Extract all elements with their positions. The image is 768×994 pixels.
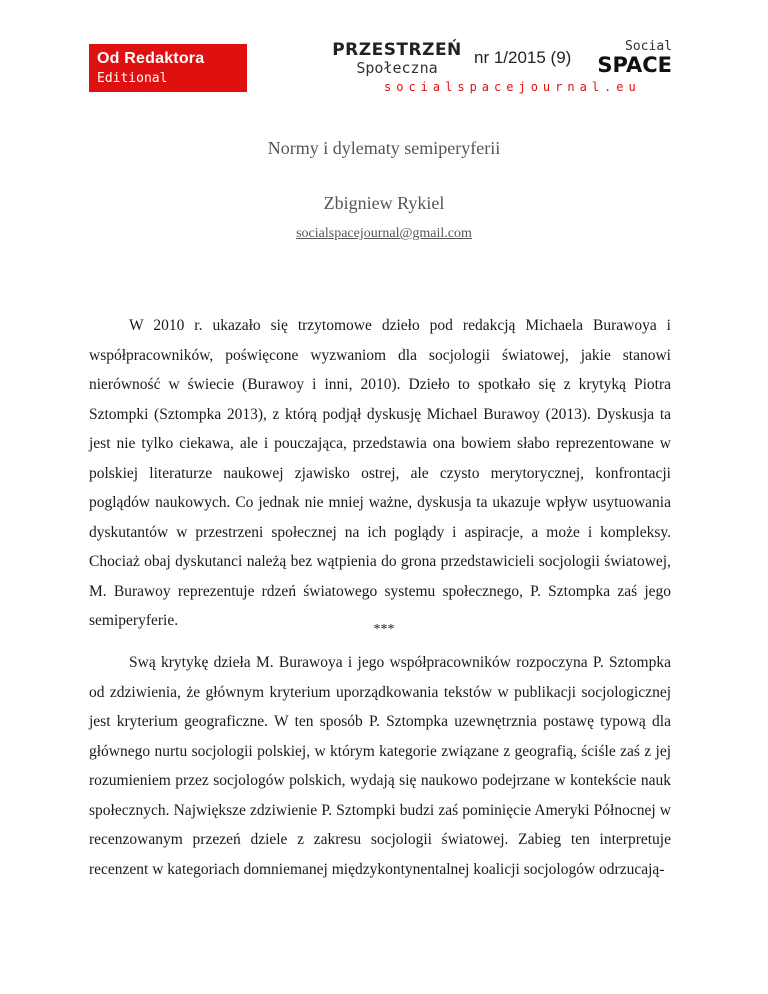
badge-subtitle: Editional <box>97 71 168 86</box>
article-title: Normy i dylematy semiperyferii <box>267 138 501 158</box>
journal-logo <box>332 40 462 76</box>
body-paragraph <box>89 648 671 884</box>
journal-url[interactable]: socialspacejournal.eu <box>384 80 641 94</box>
journal-logo-line2: Społeczna <box>356 59 438 77</box>
section-separator: *** <box>373 622 395 637</box>
paragraph-text: Swą krytykę dzieła M. Burawoya i jego współpracowników rozpoczyna P. Sztompka od zdziwienia, że głównym kryterium uporządkowania tekstów w publikacji socjologicznej jest kryterium geograficzne. W ten sposób P. Sztompka uzewnętrznia postawę typową dla głównego nurtu socjologii polskiej, w którym kategorie związane z geografią, ściśle zaś z jej rozumieniem przez socjologów polskich, wydają się naukowo podejrzane w kontekście nauk społecznych. Największe zdziwienie P. Sztompki budzi zaś pominięcie Ameryki Północnej w recenzowanym przezeń dziele z zakresu socjologii światowej. Zabieg ten interpretuje recenzent w kategoriach domniemanej międzykontynentalnej koalicji socjologów odrzucają- <box>89 654 671 878</box>
badge-title: Od Redaktora <box>97 50 205 67</box>
issue-number: nr 1/2015 (9) <box>474 48 572 67</box>
author-email-link[interactable]: socialspacejournal@gmail.com <box>296 226 472 241</box>
article-author: Zbigniew Rykiel <box>323 193 445 213</box>
journal-logo-line1: PRZESTRZEŃ <box>332 40 462 60</box>
social-space-logo <box>592 39 672 76</box>
body-paragraph <box>89 311 671 636</box>
paragraph-text: W 2010 r. ukazało się trzytomowe dzieło pod redakcją Michaela Burawoya i współpracowników, poświęcone wyzwaniom dla socjologii światowej, jakie stanowi nierówność w świecie (Burawoy i inni, 2010). Dzieło to spotkało się z krytyką Piotra Sztompki (Sztompka 2013), z którą podjął dyskusję Michael Burawoy (2013). Dyskusja ta jest nie tylko ciekawa, ale i pouczająca, przedstawia ona bowiem słabo reprezentowane w polskiej literaturze naukowej zjawisko ostrej, ale czysto merytorycznej, konfrontacji poglądów naukowych. Co jednak nie mniej ważne, dyskusja ta ukazuje wpływ usytuowania dyskutantów w przestrzeni społecznej na ich poglądy i aspiracje, a może i kompleksy. Chociaż obaj dyskutanci należą bez wątpienia do grona przedstawicieli socjologii światowej, M. Burawoy reprezentuje rdzeń światowego systemu społecznego, P. Sztompka zaś jego semiperyferie. <box>89 317 671 629</box>
social-space-logo-big: SPACE <box>597 53 672 77</box>
section-badge <box>89 44 247 92</box>
social-space-logo-small: Social <box>625 39 672 54</box>
